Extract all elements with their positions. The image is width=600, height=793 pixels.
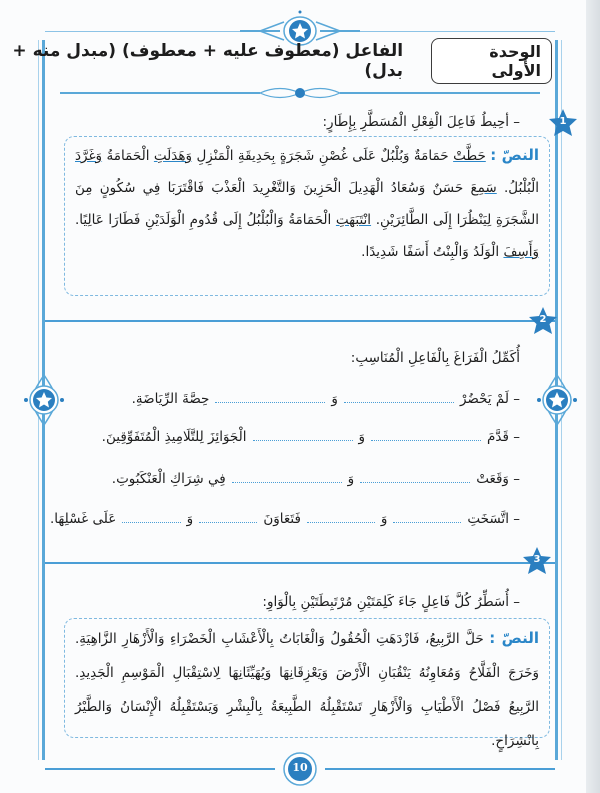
row-start: – اتَّسَخَتِ (467, 511, 520, 527)
blank-input[interactable] (307, 510, 375, 523)
blank-input[interactable] (232, 470, 342, 483)
row-start: – قَدَّمَ (487, 429, 520, 445)
section-3-number: 3 (533, 554, 541, 565)
passage-word: الْبُلْبُلُ. (496, 180, 539, 196)
top-star-ornament-icon (240, 4, 360, 46)
blank-input[interactable] (253, 428, 353, 441)
passage-word: حَطَّتْ (453, 148, 486, 164)
row-end: فِي شِرَاكِ الْعَنْكَبُوتِ. (111, 471, 226, 487)
section-divider (45, 320, 555, 322)
row-conj: وَ (186, 511, 194, 527)
passage-text: حَلَّ الرَّبِيعُ، فَازْدَهَتِ الْحُقُولُ وَالْغَابَاتُ بِالْأَعْشَابِ الْخَضْرَاءِ وَالْأَزْهَارِ الزَّاهِيَةِ. وَخَرَجَ الْفَلَّاحُ وَمُعَاوِنُهُ يَنْقُبَانِ الْأَرْضَ وَيَعْزِقَانِهَا وَيُهَيِّئَانِهَا لِاسْتِقْبَالِ الْمَوْسِمِ الْجَدِيدِ. الرَّبِيعُ فَصْلُ الْأَطْيَابِ وَالْأَزْهَارِ تَسْتَقْبِلُهُ الطَّبِيعَةُ بِالْبِشْرِ وَيَسْتَقْبِلُهُ الْإِنْسَانُ وَالطَّيْرُ بِانْشِرَاحٍ. (75, 631, 539, 749)
section-divider (45, 562, 555, 564)
unit-title: الفاعل (معطوف عليه + معطوف) (مبدل منه + بدل) (12, 41, 404, 81)
blank-input[interactable] (122, 510, 180, 523)
row-conj: وَ (358, 429, 366, 445)
blank-input[interactable] (215, 390, 325, 403)
unit-label: الوحدة الأولى (431, 38, 552, 84)
passage-word: الْحَمَامَةُ (102, 148, 154, 164)
header-top-rule-right (360, 31, 555, 32)
row-start: – وَقَعَتْ (476, 471, 520, 487)
blank-input[interactable] (199, 510, 257, 523)
section-1-instruction: – أحِيطُ فَاعِلَ الْفِعْلِ الْمُسَطَّرِ بِإِطَارٍ: (322, 114, 520, 130)
passage-label: النصّ : (489, 629, 539, 647)
unit-header (0, 42, 552, 80)
passage-word: سَمِعَ (470, 180, 497, 196)
right-side-ornament-icon (537, 335, 577, 465)
passage-word: انْتَبَهَتِ (335, 212, 372, 228)
fill-row (80, 470, 520, 487)
row-end: عَلَى غَسْلِهَا. (50, 511, 117, 527)
left-side-ornament-icon (24, 335, 64, 465)
row-mid-word: فَتَعَاوَنَ (263, 511, 301, 527)
passage-text (75, 148, 539, 260)
row-end: حِصَّةَ الرِّيَاضَةِ. (131, 391, 210, 407)
row-conj: وَ (331, 391, 338, 407)
footer-rule-right (325, 768, 555, 770)
header-bottom-ornament-icon (60, 84, 540, 102)
passage-word: الْحَمَامَةُ وَالْبُلْبُلُ إِلَى قُدُومِ الْوَلَدَيْنِ فَطَارَا عَالِيًا. (75, 212, 336, 228)
row-end: الْجَوَائِزَ لِلتَّلَامِيذِ الْمُتَفَوِّقِينَ. (101, 429, 247, 445)
fill-row (50, 510, 520, 527)
section-3-instruction: – أُسَطِّرُ كُلَّ فَاعِلٍ جَاءَ كَلِمَتَيْنِ مُرْتَبِطَتَيْنِ بِالْوَاوِ: (262, 594, 520, 610)
page-number: 10 (292, 761, 308, 774)
blank-input[interactable] (344, 390, 454, 403)
section-2-badge (528, 306, 558, 336)
blank-input[interactable] (371, 428, 481, 441)
section-1-passage (64, 136, 550, 296)
passage-label: النصّ : (490, 146, 539, 164)
section-3-passage (64, 618, 550, 749)
passage-word: وَهَدَلَتِ (153, 148, 193, 164)
row-conj: وَ (380, 511, 388, 527)
passage-word: حَمَامَةٌ وَبُلْبُلٌ عَلَى غُصْنِ شَجَرَةٍ بِحَدِيقَةِ الْمَنْزِلِ (192, 148, 454, 164)
section-1-number: 1 (559, 116, 567, 127)
section-2-number: 2 (539, 314, 547, 325)
footer-rule (45, 768, 275, 770)
fill-row (80, 390, 520, 407)
section-1-badge (548, 108, 578, 138)
blank-input[interactable] (360, 470, 470, 483)
passage-word: الْوَلَدُ وَالْبِنْتُ أَسَفًا شَدِيدًا. (361, 244, 504, 260)
passage-word: حَسَنٌ وَسُعَادُ الْهَدِيلَ الْحَزِينَ وَالتَّغْرِيدَ الْعَذْبَ فَاقْتَرَبَا فِي سُكُونٍ مِنَ الشَّجَرَةِ لِيَنْظُرَا إِلَى الطَّائِرَيْنِ. (75, 180, 539, 228)
blank-input[interactable] (393, 510, 461, 523)
row-conj: وَ (347, 471, 355, 487)
header-top-rule (45, 31, 240, 32)
passage-word: وَأَسِفَ (503, 244, 539, 260)
section-2-instruction: أُكَمِّلُ الْفَرَاغَ بِالْفَاعِلِ الْمُنَاسِبِ: (350, 350, 520, 366)
passage-word: وَغَرَّدَ (75, 148, 103, 164)
page-number-badge (283, 752, 317, 786)
page-edge-shadow (586, 0, 600, 793)
row-start: – لَمْ يَحْضُرْ (459, 391, 520, 407)
fill-row (80, 428, 520, 445)
section-3-badge (522, 546, 552, 576)
